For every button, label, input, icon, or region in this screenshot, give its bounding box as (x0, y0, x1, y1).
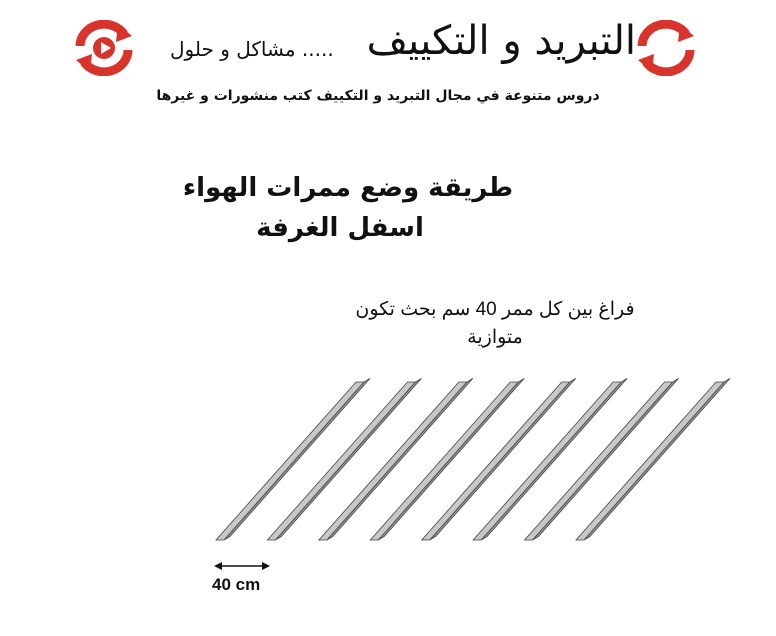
duct-group (216, 378, 730, 540)
brand-subtitle: ..... مشاكل و حلول (170, 37, 334, 61)
tagline: دروس متنوعة في مجال التبريد و التكييف كتب منشورات و غيرها (156, 88, 600, 104)
spacing-note-line1: فراغ بين كل ممر 40 سم بحث تكون (355, 299, 635, 320)
dimension-arrow (214, 562, 270, 570)
spacing-label: 40 cm (212, 575, 261, 594)
page-title-line1: طريقة وضع ممرات الهواء (182, 173, 514, 203)
page-title-line2: اسفل الغرفة (256, 213, 424, 243)
brand-title: التبريد و التكييف (366, 18, 636, 64)
spacing-note-line2: متوازية (467, 327, 523, 348)
